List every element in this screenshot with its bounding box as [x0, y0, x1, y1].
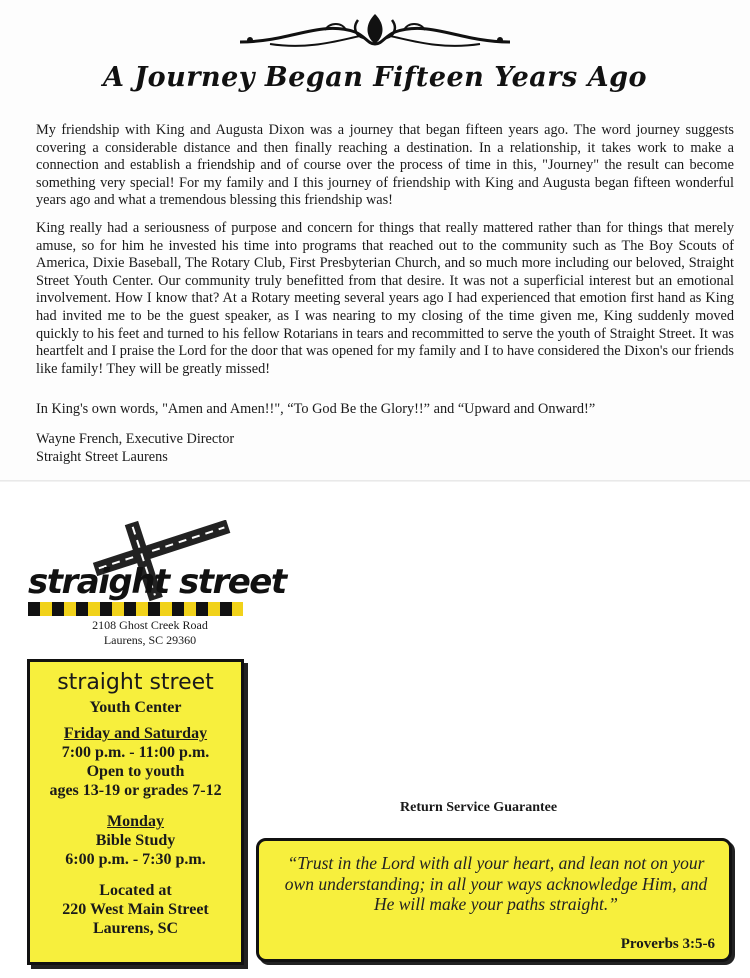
- age-range: ages 13-19 or grades 7-12: [49, 782, 222, 799]
- open-to-youth: Open to youth: [86, 763, 185, 780]
- logo-wordmark: straight street: [28, 562, 286, 602]
- scripture-reference: Proverbs 3:5-6: [620, 936, 715, 952]
- location-city: Laurens, SC: [92, 920, 179, 937]
- signature-organization: Straight Street Laurens: [36, 449, 168, 465]
- scripture-quote-box: [256, 838, 732, 962]
- return-service-guarantee: Return Service Guarantee: [400, 800, 558, 815]
- fold-line: [0, 480, 750, 482]
- bible-study: Bible Study: [95, 832, 176, 849]
- schedule-days: Friday and Saturday: [63, 725, 208, 742]
- logo-checker-stripe: [28, 602, 243, 616]
- decorative-flourish-icon: [230, 10, 520, 52]
- located-at: Located at: [99, 882, 172, 899]
- article-paragraph-3: In King's own words, "Amen and Amen!!", “To God Be the Glory!!” and “Upward and Onward!”: [36, 401, 596, 417]
- address-line-2: Laurens, SC 29360: [103, 633, 197, 647]
- info-box-subtitle: Youth Center: [89, 699, 182, 716]
- scripture-quote: “Trust in the Lord with all your heart, and lean not on your own understanding; in all your ways acknowledge Him, and He will make your paths straight.”: [284, 853, 708, 914]
- article-title: A Journey Began Fifteen Years Ago: [103, 62, 647, 93]
- schedule-monday: Monday: [107, 813, 164, 830]
- address-line-1: 2108 Ghost Creek Road: [92, 618, 208, 632]
- location-street: 220 West Main Street: [62, 901, 209, 918]
- letter-section: [0, 0, 750, 480]
- article-paragraph-2: King really had a seriousness of purpose and concern for things that really mattered rather than for things that merely amuse, so for him he invested his time into programs that reached out to the community such as The Boy Scouts of America, Dixie Baseball, The Rotary Club, First Presbyterian Church, and so much more including our beloved, Straight Street Youth Center. Our community truly benefitted from that desire. It was not a superficial interest but an emotional involvement. How I know that? At a Rotary meeting several years ago I had experienced that emotion first hand as King had invited me to be the guest speaker, as I was nearing to my closing of the time given me, King suddenly moved quickly to his feet and turned to his fellow Rotarians in tears and recommitted to serve the youth of Straight Street. It was heartfelt and I praise the Lord for the door that was opened for my family and I to have considered the Dixon's our friends like family! They will be greatly missed!: [36, 220, 734, 377]
- info-box-title: straight street: [57, 670, 214, 695]
- signature-name: Wayne French, Executive Director: [36, 431, 235, 447]
- youth-center-info-box: [27, 659, 244, 965]
- schedule-time-2: 6:00 p.m. - 7:30 p.m.: [65, 851, 206, 868]
- article-paragraph-1: My friendship with King and Augusta Dixon was a journey that began fifteen years ago. The word journey suggests covering a considerable distance and then finally reaching a destination. In a relationship, it takes work to make a connection and establish a friendship and of course over the process of time in this, "Journey" the result can become something very special! For my family and I this journey of friendship with King and Augusta began fifteen wonderful years ago and what a tremendous blessing this friendship was!: [36, 122, 734, 209]
- sender-address: [70, 618, 230, 648]
- schedule-time-1: 7:00 p.m. - 11:00 p.m.: [61, 744, 210, 761]
